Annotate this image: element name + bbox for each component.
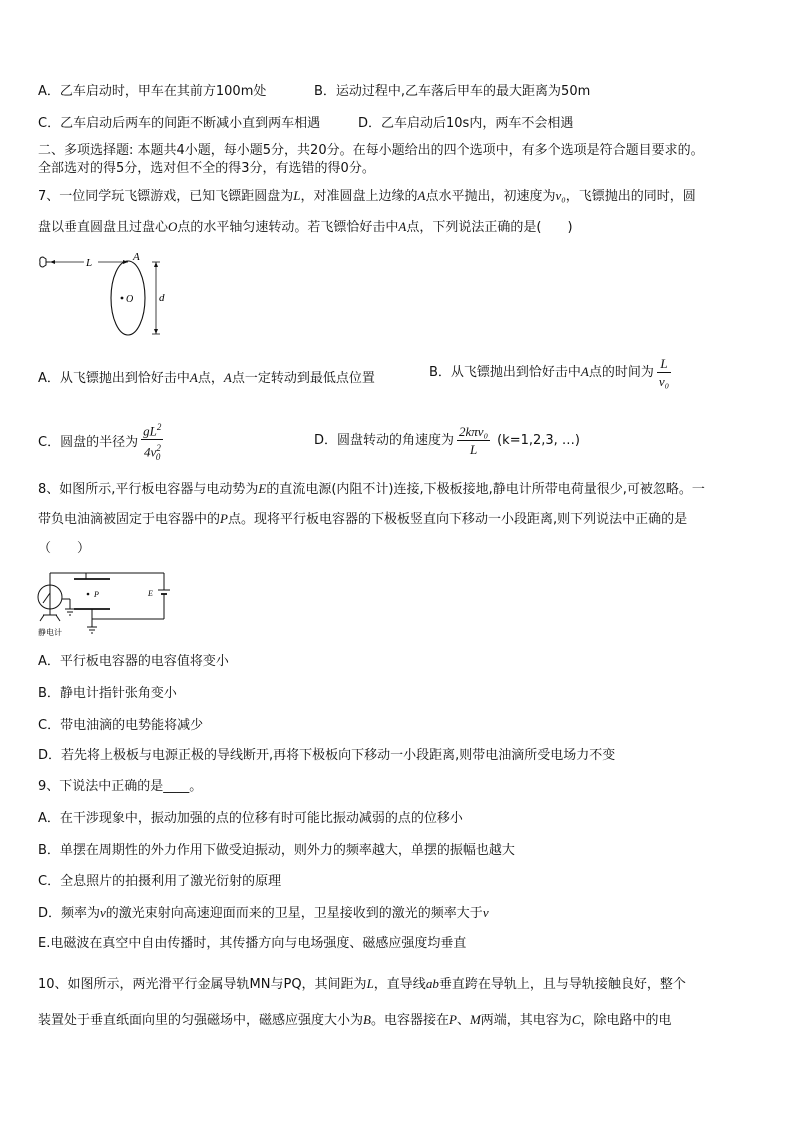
fig7-label-o: O (126, 294, 134, 305)
q7-stem-line1: 7、一位同学玩飞镖游戏，已知飞镖距圆盘为L，对准圆盘上边缘的A点水平抛出，初速度为v₀，飞镖抛出的同时，圆 (38, 188, 696, 204)
q10-stem-line2: 装置处于垂直纸面向里的匀强磁场中，磁感应强度大小为B。电容器接在P、M两端，其电容为C，除电路中的电 (38, 1012, 672, 1028)
fraction-omega: $\frac{\text{2kπv₀}}{L}$ (459, 424, 489, 457)
q7-option-d: D．圆盘转动的角速度为 $\frac{\text{2kπv₀}}{L}$ (k=1,2,3, …) (314, 424, 581, 457)
q9-option-b: B．单摆在周期性的外力作用下做受迫振动，则外力的频率越大，单摆的振幅也越大 (38, 843, 515, 858)
battery-icon (158, 590, 170, 594)
section2-line1: 二、多项选择题: 本题共4小题，每小题5分，共20分。在每小题给出的四个选项中，有多个选项是符合题目要求的。 (38, 143, 704, 158)
q10-stem-line1: 10、如图所示，两光滑平行金属导轨MN与PQ，其间距为L，直导线ab垂直跨在导轨上，且与导轨接触良好，整个 (38, 976, 686, 992)
q8-option-a: A．平行板电容器的电容值将变小 (38, 654, 229, 669)
q8-stem-line1: 8、如图所示,平行板电容器与电动势为E的直流电源(内阻不计)连接,下极板接地,静电计所带电荷量很少,可被忽略。一 (38, 481, 705, 497)
q7-figure (36, 248, 176, 340)
q6-option-c: C．乙车启动后两车的间距不断减小直到两车相遇 (38, 116, 321, 131)
q9-option-a: A．在干涉现象中，振动加强的点的位移有时可能比振动减弱的点的位移小 (38, 811, 463, 826)
q6-option-d: D．乙车启动后10s内，两车不会相遇 (358, 116, 574, 131)
fig8-label-p: P (94, 590, 99, 599)
fig7-label-l: L (86, 257, 93, 269)
q8-figure (34, 569, 184, 641)
q8-stem-line3: （ ） (38, 541, 91, 556)
section2-line2: 全部选对的得5分，选对但不全的得3分，有选错的得0分。 (38, 161, 375, 176)
q9-option-d: D．频率为ν的激光束射向高速迎面而来的卫星，卫星接收到的激光的频率大于ν (38, 905, 489, 921)
fig7-label-a: A (133, 251, 140, 263)
q8-option-c: C．带电油滴的电势能将减少 (38, 718, 204, 733)
q8-stem-line2: 带负电油滴被固定于电容器中的P点。现将平行板电容器的下极板竖直向下移动一小段距离,则下列说法中正确的是 (38, 511, 688, 527)
dart-icon (40, 257, 50, 267)
q6-option-a: A．乙车启动时，甲车在其前方100m处 (38, 84, 267, 99)
fig8-label-electrometer: 静电计 (38, 628, 62, 637)
fig7-label-d: d (159, 292, 165, 304)
q9-option-c: C．全息照片的拍摄利用了激光衍射的原理 (38, 874, 282, 889)
q7-stem-line2: 盘以垂直圆盘且过盘心O点的水平轴匀速转动。若飞镖恰好击中A点，下列说法正确的是( ) (38, 219, 573, 235)
fraction-radius: $\frac{gL^2}{4v^2_0}$ (143, 422, 162, 463)
q6-option-b: B．运动过程中,乙车落后甲车的最大距离为50m (314, 84, 591, 99)
q7-option-a: A．从飞镖抛出到恰好击中A点，A点一定转动到最低点位置 (38, 370, 375, 386)
fig8-label-e: E (148, 589, 153, 598)
q8-option-d: D．若先将上极板与电源正极的导线断开,再将下极板向下移动一小段距离,则带电油滴所受电场力不变 (38, 748, 616, 763)
electrometer-icon (38, 573, 62, 621)
q8-option-b: B．静电计指针张角变小 (38, 686, 177, 701)
q7-option-b: B．从飞镖抛出到恰好击中A点的时间为 $\frac{L}{\text{v₀}}$ (429, 356, 670, 389)
fraction-l-over-v0: $\frac{L}{\text{v₀}}$ (658, 356, 670, 389)
q9-option-e: E.电磁波在真空中自由传播时，其传播方向与电场强度、磁感应强度均垂直 (38, 936, 467, 951)
q9-stem: 9、下说法中正确的是____。 (38, 779, 203, 794)
q7-option-c: C．圆盘的半径为 $\frac{gL^2}{4v^2_0}$ (38, 420, 166, 465)
